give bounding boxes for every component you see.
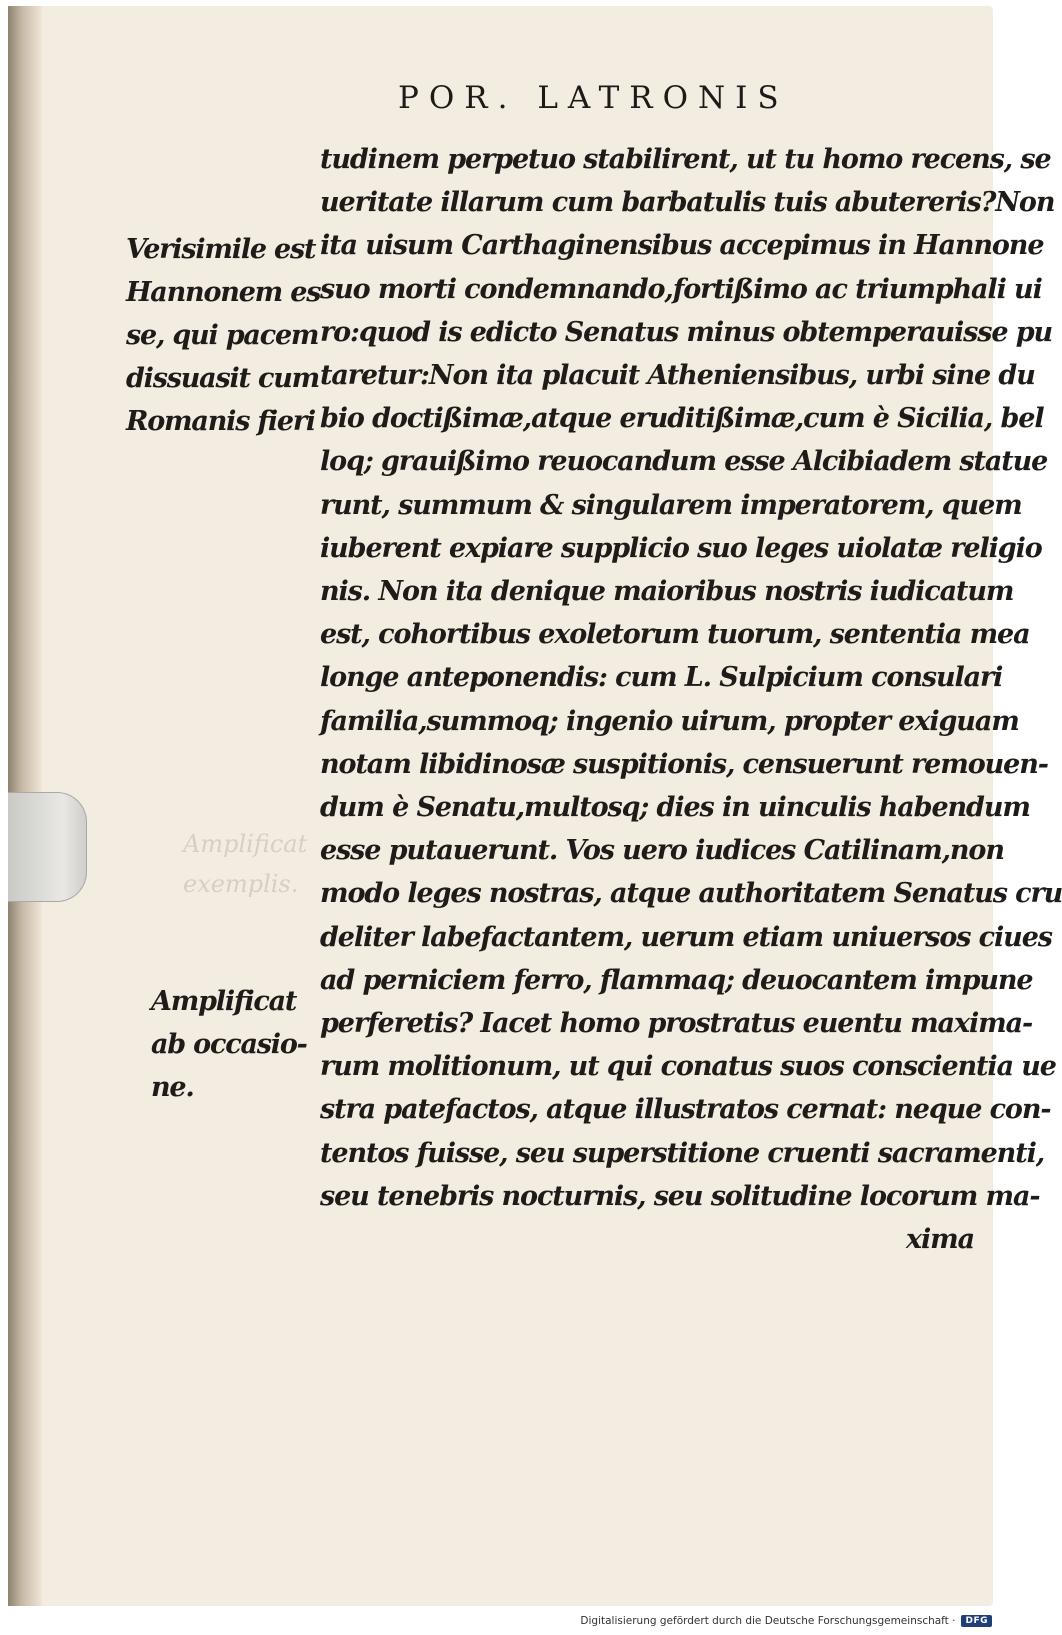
show-through-text — [183, 824, 307, 904]
margin-note-line: Romanis fieri — [126, 406, 315, 437]
body-line: est, cohortibus exoletorum tuorum, sententia mea — [320, 619, 1030, 651]
margin-note-amplificat — [151, 980, 307, 1109]
book-clip — [8, 792, 87, 902]
body-line: familia,summoq; ingenio uirum, propter exiguam — [320, 705, 1019, 737]
body-line: esse putauerunt. Vos uero iudices Catilinam,non — [320, 835, 1004, 867]
body-line: tudinem perpetuo stabilirent, ut tu homo recens, se — [320, 144, 1051, 175]
margin-note-line: Amplificat — [151, 986, 297, 1017]
running-head: POR. LATRONIS — [398, 80, 789, 116]
body-line: ad perniciem ferro, flammaq; deuocantem impune — [320, 964, 1033, 996]
body-line: runt, summum & singularem imperatorem, quem — [320, 489, 1022, 521]
body-line: nis. Non ita denique maioribus nostris iudicatum — [320, 576, 1014, 608]
margin-note-line: Verisimile est — [126, 234, 316, 265]
body-line: taretur:Non ita placuit Atheniensibus, urbi sine du — [320, 360, 1035, 392]
margin-note-line: se, qui pacem — [126, 320, 319, 351]
margin-note-line: Hannonem es — [126, 277, 321, 308]
margin-note-line: ab occasio- — [151, 1029, 307, 1060]
body-line: deliter labefactantem, uerum etiam uniuersos ciues — [320, 921, 1052, 953]
body-line: longe anteponendis: cum L. Sulpicium consulari — [320, 662, 1003, 694]
margin-note-line: ne. — [151, 1072, 194, 1103]
margin-note-line: dissuasit cum — [126, 363, 320, 394]
body-line: suo morti condemnando,fortißimo ac triumphali ui — [320, 273, 1042, 305]
body-line: seu tenebris nocturnis, seu solitudine locorum ma- — [320, 1180, 1040, 1212]
show-through-line: exemplis. — [183, 870, 299, 898]
footer-credit — [580, 1615, 992, 1627]
body-line: stra patefactos, atque illustratos cernat: neque con- — [320, 1094, 1051, 1126]
body-line: xima — [905, 1224, 974, 1256]
body-line: perferetis? Iacet homo prostratus euentu maxima- — [320, 1008, 1033, 1040]
show-through-line: Amplificat — [183, 830, 308, 858]
body-line: ita uisum Carthaginensibus accepimus in Hannone — [320, 230, 1044, 262]
body-text — [320, 138, 1062, 1261]
body-line: rum molitionum, ut qui conatus suos conscientia ue — [320, 1051, 1056, 1083]
body-line: tentos fuisse, seu superstitione cruenti sacramenti, — [320, 1137, 1045, 1169]
footer-text: Digitalisierung gefördert durch die Deutsche Forschungsgemeinschaft · — [580, 1615, 956, 1627]
body-line: modo leges nostras, atque authoritatem Senatus cru — [320, 878, 1062, 910]
body-line: iuberent expiare supplicio suo leges uiolatæ religio — [320, 532, 1042, 564]
body-line: bio doctißimæ,atque eruditißimæ,cum è Sicilia, bel — [320, 403, 1044, 435]
body-line: notam libidinosæ suspitionis, censuerunt remouen- — [320, 748, 1048, 780]
book-page — [8, 6, 1062, 1606]
body-line: dum è Senatu,multosq; dies in uinculis habendum — [320, 792, 1030, 824]
body-line: ro:quod is edicto Senatus minus obtemperauisse pu — [320, 316, 1053, 348]
body-line: ueritate illarum cum barbatulis tuis abutereris?Non — [320, 187, 1055, 219]
margin-note-hanno — [126, 228, 320, 443]
dfg-logo: DFG — [961, 1615, 992, 1627]
body-line: loq; grauißimo reuocandum esse Alcibiadem statue — [320, 446, 1048, 478]
